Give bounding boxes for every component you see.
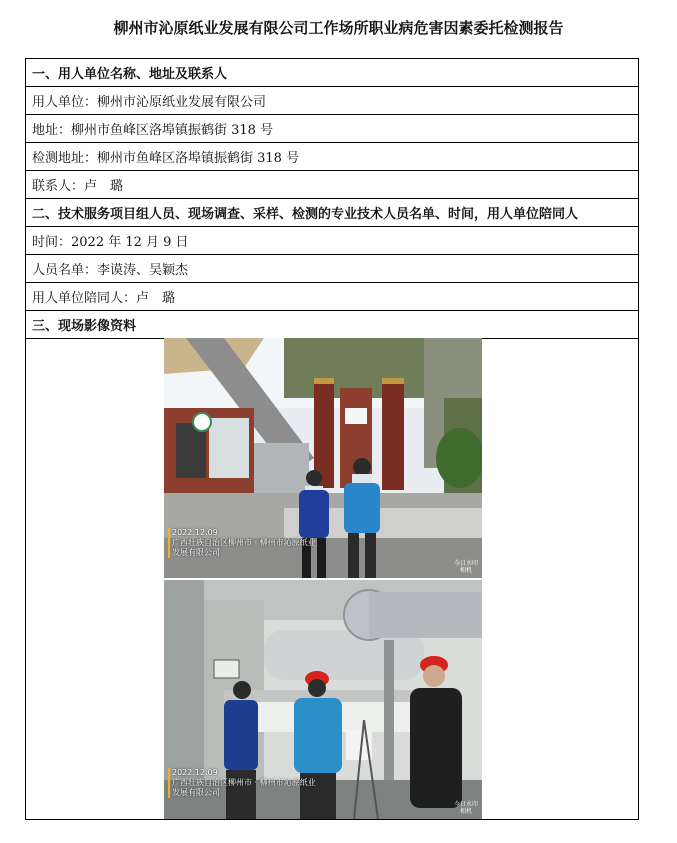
employer-address: 地址：柳州市鱼峰区洛埠镇振鹤街 318 号 <box>26 115 638 143</box>
report-table <box>25 58 639 820</box>
employer-unit: 用人单位：柳州市沁原纸业发展有限公司 <box>26 87 638 115</box>
photo-watermark <box>172 528 316 558</box>
watermark-location-2: 发展有限公司 <box>172 548 220 557</box>
watermark-app-stamp: 今日水印 相机 <box>453 801 478 815</box>
section3-heading: 三、现场影像资料 <box>26 311 638 339</box>
watermark-location-2: 发展有限公司 <box>172 788 220 797</box>
watermark-date: 2022.12.09 <box>172 768 218 777</box>
section2-heading: 二、技术服务项目组人员、现场调查、采样、检测的专业技术人员名单、时间，用人单位陪同人 <box>26 199 638 227</box>
watermark-location: 广西壮族自治区柳州市 · 柳州市沁原纸业 <box>172 538 316 547</box>
staff-list: 人员名单：李谟涛、吴颖杰 <box>26 255 638 283</box>
section1-heading: 一、用人单位名称、地址及联系人 <box>26 59 638 87</box>
survey-time: 时间：2022 年 12 月 9 日 <box>26 227 638 255</box>
site-photo-machinery <box>164 580 482 819</box>
photo-watermark <box>172 768 316 798</box>
test-address: 检测地址：柳州市鱼峰区洛埠镇振鹤街 318 号 <box>26 143 638 171</box>
escort-person: 用人单位陪同人：卢 璐 <box>26 283 638 311</box>
report-title: 柳州市沁原纸业发展有限公司工作场所职业病危害因素委托检测报告 <box>113 19 564 37</box>
watermark-location: 广西壮族自治区柳州市 · 柳州市沁原纸业 <box>172 778 316 787</box>
contact-person: 联系人：卢 璐 <box>26 171 638 199</box>
site-photo-gate <box>164 338 482 578</box>
watermark-app-stamp: 今日水印 相机 <box>453 560 478 574</box>
site-photos <box>26 338 638 819</box>
watermark-date: 2022.12.09 <box>172 528 218 537</box>
